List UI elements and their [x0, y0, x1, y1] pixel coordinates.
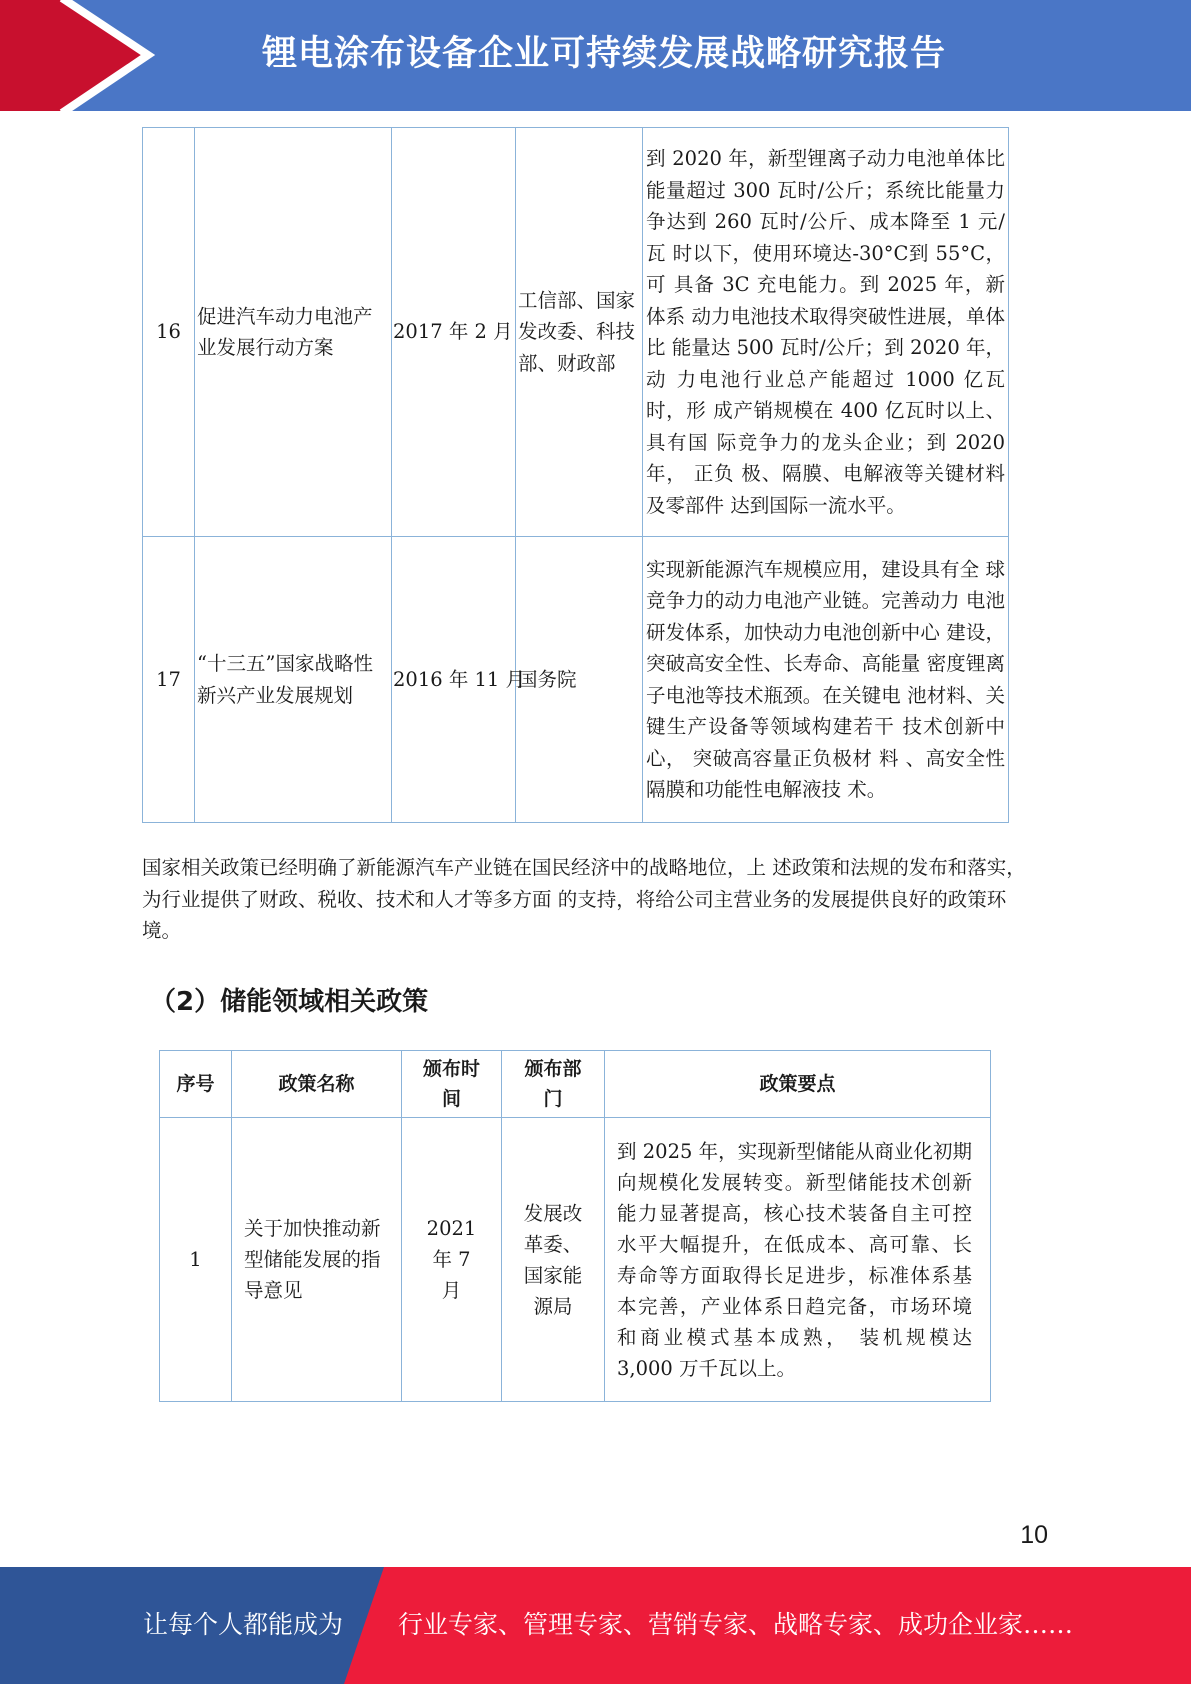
page-number: 10: [1020, 1521, 1048, 1549]
issuing-department: 发展改革委、国家能源局: [502, 1118, 605, 1402]
page-footer: [0, 1567, 1191, 1684]
table-row: [143, 128, 1009, 537]
header-key-points: 政策要点: [605, 1051, 991, 1118]
energy-storage-policy-table: [159, 1050, 991, 1402]
nev-policy-table: [142, 127, 1009, 823]
header-red-arrow-icon: [0, 0, 160, 111]
policy-name: “十三五”国家战略性 新兴产业发展规划: [195, 537, 392, 823]
header-issuing-department: 颁布部门: [502, 1051, 605, 1118]
footer-slogan-left: 让每个人都能成为: [143, 1610, 344, 1639]
row-number: 16: [143, 128, 195, 537]
table-header-row: [160, 1051, 991, 1118]
page-header: [0, 0, 1191, 111]
header-issue-date: 颁布时间: [402, 1051, 502, 1118]
row-number: 17: [143, 537, 195, 823]
policy-key-points: 到 2020 年，新型锂离子动力电池单体比 能量超过 300 瓦时/公斤；系统比能量力 争达到 260 瓦时/公斤、成本降至 1 元/瓦 时以下，使用环境达-30°C到 55°C，可 具备 3C 充电能力。到 2025 年，新体系 动力电池技术取得突破性进展，单体比 能量达 500 瓦时/公斤；到 2020 年， 动 力电池行业总产能超过 1000 亿瓦时，形 成产销规模在 400 亿瓦时以上、具有国 际竞争力的龙头企业；到 2020 年， 正负 极、隔膜、电解液等关键材料及零部件 达到国际一流水平。: [643, 128, 1009, 537]
header-serial-number: 序号: [160, 1051, 232, 1118]
table-row: [160, 1118, 991, 1402]
report-title: 锂电涂布设备企业可持续发展战略研究报告: [262, 34, 947, 74]
issue-date: 2017 年 2 月: [392, 128, 516, 537]
policy-key-points: 到 2025 年，实现新型储能从商业化初期 向规模化发展转变。新型储能技术创新 能力显著提高，核心技术装备自主可控 水平大幅提升，在低成本、高可靠、长 寿命等方面取得长足进步，标准体系基 本完善，产业体系日趋完备，市场环境 和商业模式基本成熟， 装机规模达 3,000 万千瓦以上。: [605, 1118, 991, 1402]
row-number: 1: [160, 1118, 232, 1402]
issue-date: 2016 年 11 月: [392, 537, 516, 823]
issuing-department: 国务院: [516, 537, 643, 823]
header-policy-name: 政策名称: [232, 1051, 402, 1118]
summary-paragraph: 国家相关政策已经明确了新能源汽车产业链在国民经济中的战略地位，上 述政策和法规的发布和落实，为行业提供了财政、税收、技术和人才等多方面 的支持，将给公司主营业务的发展提供良好的政策环境。: [142, 856, 1026, 942]
policy-name: 促进汽车动力电池产 业发展行动方案: [195, 128, 392, 537]
footer-slogan-right: 行业专家、管理专家、营销专家、战略专家、成功企业家……: [398, 1610, 1074, 1639]
issue-date: 2021 年 7 月: [402, 1118, 502, 1402]
section-heading: （2）储能领域相关政策: [150, 987, 429, 1017]
table-row: [143, 537, 1009, 823]
policy-name: 关于加快推动新 型储能发展的指 导意见: [232, 1118, 402, 1402]
policy-key-points: 实现新能源汽车规模应用，建设具有全 球竞争力的动力电池产业链。完善动力 电池研发体系，加快动力电池创新中心 建设，突破高安全性、长寿命、高能量 密度锂离子电池等技术瓶颈。在关键电 池材料、关键生产设备等领域构建若干 技术创新中心， 突破高容量正负极材 料 、高安全性隔膜和功能性电解液技 术。: [643, 537, 1009, 823]
issuing-department: 工信部、国家发改委、科技部、财政部: [516, 128, 643, 537]
